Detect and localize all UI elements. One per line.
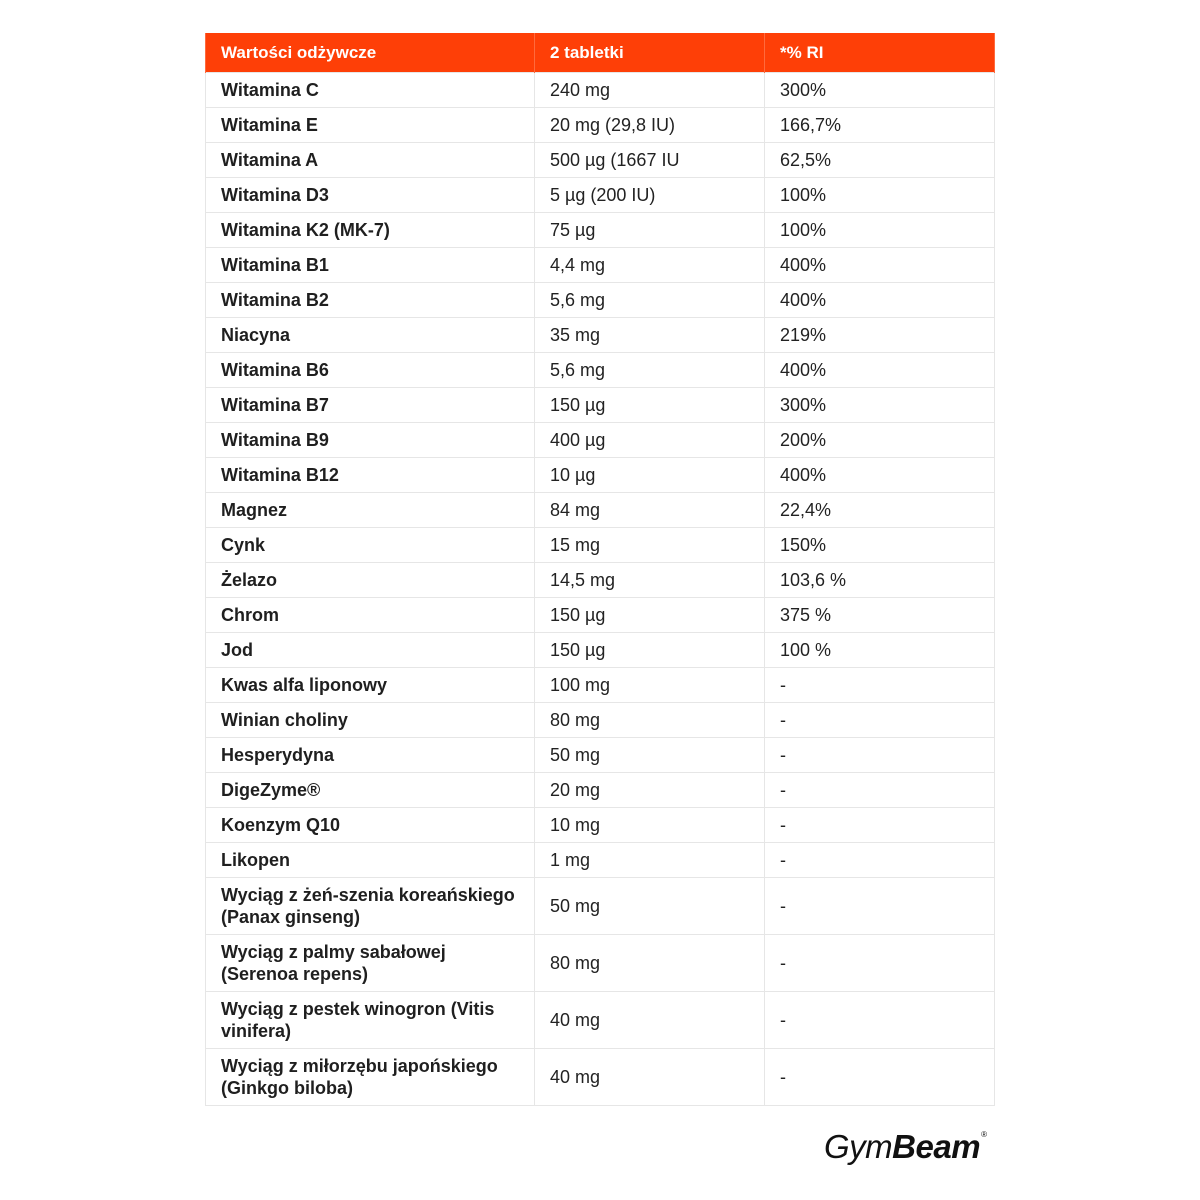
nutrient-name-cell: Chrom <box>206 598 535 633</box>
amount-cell: 40 mg <box>535 992 765 1049</box>
amount-cell: 150 µg <box>535 388 765 423</box>
ri-percent-cell: - <box>765 773 995 808</box>
ri-percent-cell: 400% <box>765 248 995 283</box>
ri-percent-cell: - <box>765 738 995 773</box>
nutrient-name-cell: Magnez <box>206 493 535 528</box>
ri-percent-cell: - <box>765 808 995 843</box>
ri-percent-cell: 100% <box>765 178 995 213</box>
nutrition-table <box>205 33 995 1106</box>
table-row <box>206 633 995 668</box>
nutrient-name-cell: Wyciąg z palmy sabałowej (Serenoa repens) <box>206 935 535 992</box>
nutrient-name-cell: Witamina B9 <box>206 423 535 458</box>
ri-percent-cell: - <box>765 843 995 878</box>
ri-percent-cell: 22,4% <box>765 493 995 528</box>
nutrient-name-cell: Witamina D3 <box>206 178 535 213</box>
nutrient-name-cell: Witamina B12 <box>206 458 535 493</box>
nutrient-name-cell: Wyciąg z żeń-szenia koreańskiego (Panax ginseng) <box>206 878 535 935</box>
nutrient-name-cell: Witamina B6 <box>206 353 535 388</box>
amount-cell: 20 mg <box>535 773 765 808</box>
amount-cell: 100 mg <box>535 668 765 703</box>
nutrient-name-cell: Koenzym Q10 <box>206 808 535 843</box>
nutrient-name-cell: Witamina E <box>206 108 535 143</box>
amount-cell: 80 mg <box>535 703 765 738</box>
table-row <box>206 283 995 318</box>
amount-cell: 400 µg <box>535 423 765 458</box>
nutrient-name-cell: Winian choliny <box>206 703 535 738</box>
nutrient-name-cell: DigeZyme® <box>206 773 535 808</box>
ri-percent-cell: 219% <box>765 318 995 353</box>
nutrient-name-cell: Witamina B7 <box>206 388 535 423</box>
table-row <box>206 143 995 178</box>
table-row <box>206 353 995 388</box>
amount-cell: 1 mg <box>535 843 765 878</box>
nutrient-name-cell: Żelazo <box>206 563 535 598</box>
table-row <box>206 738 995 773</box>
ri-percent-cell: 400% <box>765 283 995 318</box>
ri-percent-cell: - <box>765 1049 995 1106</box>
registered-mark: ® <box>981 1130 987 1139</box>
table-row <box>206 458 995 493</box>
header-ri-percent: *% RI <box>765 33 995 73</box>
amount-cell: 5,6 mg <box>535 353 765 388</box>
table-row <box>206 248 995 283</box>
ri-percent-cell: - <box>765 668 995 703</box>
table-row <box>206 108 995 143</box>
ri-percent-cell: 100 % <box>765 633 995 668</box>
table-row <box>206 773 995 808</box>
nutrient-name-cell: Wyciąg z miłorzębu japońskiego (Ginkgo biloba) <box>206 1049 535 1106</box>
amount-cell: 5 µg (200 IU) <box>535 178 765 213</box>
nutrient-name-cell: Witamina A <box>206 143 535 178</box>
nutrient-name-cell: Wyciąg z pestek winogron (Vitis vinifera) <box>206 992 535 1049</box>
nutrient-name-cell: Cynk <box>206 528 535 563</box>
amount-cell: 150 µg <box>535 598 765 633</box>
amount-cell: 50 mg <box>535 738 765 773</box>
nutrient-name-cell: Jod <box>206 633 535 668</box>
nutrient-name-cell: Witamina K2 (MK-7) <box>206 213 535 248</box>
header-nutrients: Wartości odżywcze <box>206 33 535 73</box>
table-row <box>206 992 995 1049</box>
table-body <box>206 73 995 1106</box>
table-row <box>206 388 995 423</box>
nutrient-name-cell: Witamina B2 <box>206 283 535 318</box>
table-row <box>206 423 995 458</box>
nutrient-name-cell: Hesperydyna <box>206 738 535 773</box>
amount-cell: 240 mg <box>535 73 765 108</box>
ri-percent-cell: 300% <box>765 388 995 423</box>
ri-percent-cell: 375 % <box>765 598 995 633</box>
table-row <box>206 528 995 563</box>
amount-cell: 50 mg <box>535 878 765 935</box>
table-row <box>206 73 995 108</box>
nutrient-name-cell: Likopen <box>206 843 535 878</box>
ri-percent-cell: - <box>765 878 995 935</box>
ri-percent-cell: 200% <box>765 423 995 458</box>
amount-cell: 150 µg <box>535 633 765 668</box>
table-row <box>206 563 995 598</box>
amount-cell: 75 µg <box>535 213 765 248</box>
amount-cell: 35 mg <box>535 318 765 353</box>
nutrient-name-cell: Witamina C <box>206 73 535 108</box>
ri-percent-cell: 100% <box>765 213 995 248</box>
table-header-row <box>206 33 995 73</box>
logo-text-gym: Gym <box>824 1128 893 1165</box>
nutrient-name-cell: Niacyna <box>206 318 535 353</box>
ri-percent-cell: 166,7% <box>765 108 995 143</box>
amount-cell: 84 mg <box>535 493 765 528</box>
ri-percent-cell: 150% <box>765 528 995 563</box>
amount-cell: 500 µg (1667 IU <box>535 143 765 178</box>
table-row <box>206 843 995 878</box>
table-row <box>206 318 995 353</box>
amount-cell: 20 mg (29,8 IU) <box>535 108 765 143</box>
ri-percent-cell: - <box>765 992 995 1049</box>
amount-cell: 5,6 mg <box>535 283 765 318</box>
ri-percent-cell: 62,5% <box>765 143 995 178</box>
logo-text-beam: Beam <box>892 1128 981 1165</box>
ri-percent-cell: - <box>765 935 995 992</box>
nutrient-name-cell: Witamina B1 <box>206 248 535 283</box>
amount-cell: 80 mg <box>535 935 765 992</box>
amount-cell: 15 mg <box>535 528 765 563</box>
table-row <box>206 703 995 738</box>
table-row <box>206 668 995 703</box>
ri-percent-cell: 300% <box>765 73 995 108</box>
ri-percent-cell: 103,6 % <box>765 563 995 598</box>
table-row <box>206 808 995 843</box>
gymbeam-logo <box>824 1128 987 1168</box>
table-row <box>206 878 995 935</box>
amount-cell: 40 mg <box>535 1049 765 1106</box>
table-row <box>206 213 995 248</box>
table-row <box>206 178 995 213</box>
table-row <box>206 598 995 633</box>
ri-percent-cell: 400% <box>765 458 995 493</box>
nutrient-name-cell: Kwas alfa liponowy <box>206 668 535 703</box>
amount-cell: 10 mg <box>535 808 765 843</box>
ri-percent-cell: - <box>765 703 995 738</box>
amount-cell: 14,5 mg <box>535 563 765 598</box>
ri-percent-cell: 400% <box>765 353 995 388</box>
table-row <box>206 493 995 528</box>
header-per-serving: 2 tabletki <box>535 33 765 73</box>
amount-cell: 10 µg <box>535 458 765 493</box>
table-row <box>206 935 995 992</box>
table-row <box>206 1049 995 1106</box>
amount-cell: 4,4 mg <box>535 248 765 283</box>
